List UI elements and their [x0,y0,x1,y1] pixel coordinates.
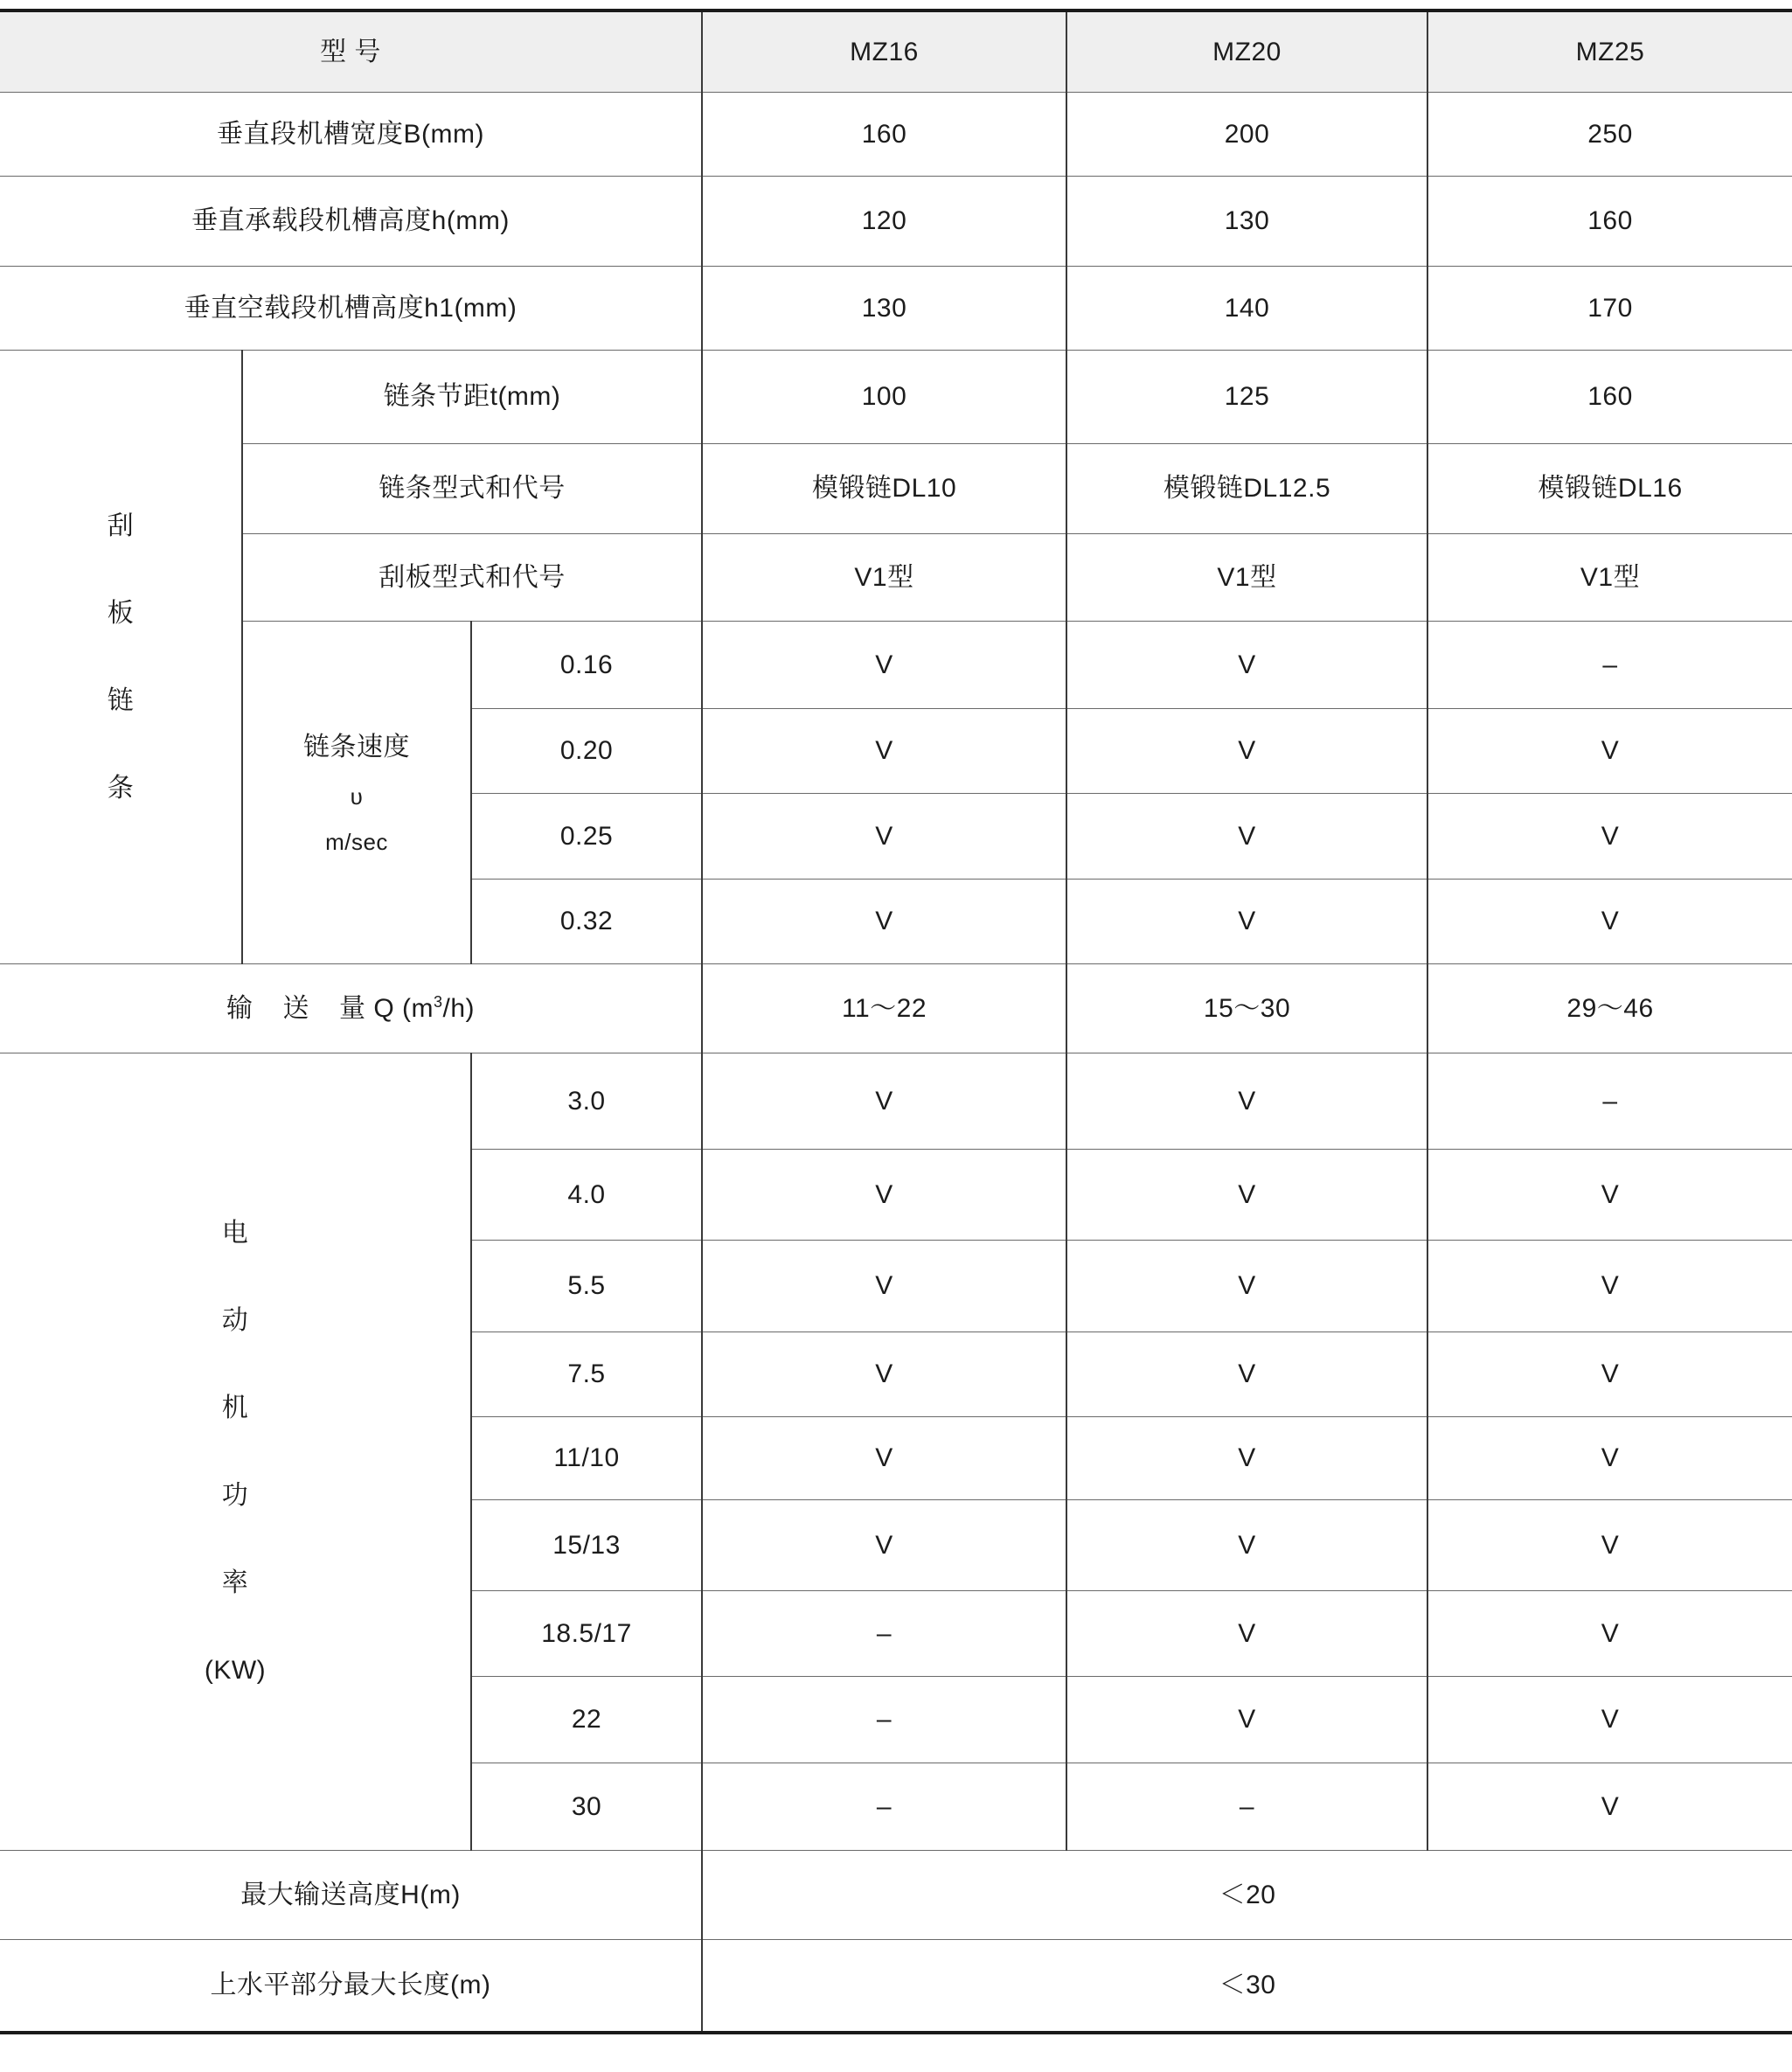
cell-mark: V [1066,1332,1427,1417]
cell-value: 170 [1427,267,1792,351]
group-char: 动 [221,1305,249,1335]
group-char: 板 [107,598,135,628]
cell-mark: – [702,1591,1066,1677]
cell-mark: V [1066,1241,1427,1332]
cell-mark: – [1427,622,1792,709]
group-char: 功 [221,1480,249,1510]
cell-mark: V [1427,1150,1792,1241]
cell-value: 160 [702,93,1066,177]
cell-value: 130 [702,267,1066,351]
table-row [0,964,1792,1053]
header-row [0,10,1792,93]
cell-mark: V [1066,709,1427,794]
group-char: 机 [221,1393,249,1422]
table-row [0,267,1792,351]
capacity-label [0,964,702,1053]
capacity-label-text: /h) [442,993,476,1023]
cell-mark: V [1427,1591,1792,1677]
cell-value: 130 [1066,177,1427,267]
cell-mark: V [702,709,1066,794]
table-row [0,93,1792,177]
cell-mark: V [1427,709,1792,794]
model-label: 型 号 [0,10,702,93]
cell-mark: – [1066,1763,1427,1851]
specification-table [0,9,1792,2034]
cell-value: V1型 [1066,534,1427,622]
cell-value: 模锻链DL10 [702,444,1066,534]
cell-mark: V [1066,794,1427,880]
table-row [0,177,1792,267]
model-mz16: MZ16 [702,10,1066,93]
cell-mark: V [1066,1417,1427,1500]
cell-mark: V [1066,1500,1427,1591]
row-label: 垂直空载段机槽高度h1(mm) [0,267,702,351]
cell-mark: V [1066,880,1427,964]
cell-value: ＜20 [702,1851,1792,1940]
motor-value: 15/13 [471,1500,702,1591]
cell-value: 模锻链DL12.5 [1066,444,1427,534]
capacity-label-sup: 3 [433,992,443,1011]
cell-mark: V [1427,1241,1792,1332]
cell-mark: V [702,1241,1066,1332]
row-label: 刮板型式和代号 [242,534,702,622]
cell-mark: V [1066,622,1427,709]
cell-mark: V [702,1053,1066,1150]
cell-mark: V [702,622,1066,709]
cell-mark: V [702,1150,1066,1241]
motor-value: 7.5 [471,1332,702,1417]
capacity-label-text: 量 Q (m [338,993,434,1023]
cell-mark: – [702,1763,1066,1851]
table-row [0,1851,1792,1940]
cell-mark: – [702,1677,1066,1763]
cell-mark: V [1427,880,1792,964]
speed-value: 0.25 [471,794,702,880]
row-label: 链条节距t(mm) [242,351,702,444]
cell-mark: V [1066,1150,1427,1241]
model-mz25: MZ25 [1427,10,1792,93]
table-row [0,444,1792,534]
model-mz20: MZ20 [1066,10,1427,93]
cell-value: 160 [1427,351,1792,444]
capacity-label-char: 输 [226,993,254,1023]
row-label: 最大输送高度H(m) [0,1851,702,1940]
row-label: 上水平部分最大长度(m) [0,1940,702,2033]
cell-value: 200 [1066,93,1427,177]
table-row [0,534,1792,622]
group-char: 刮 [107,511,135,540]
cell-value: ＜30 [702,1940,1792,2033]
group-char: 电 [221,1218,249,1248]
cell-value: 125 [1066,351,1427,444]
cell-mark: – [1427,1053,1792,1150]
motor-value: 11/10 [471,1417,702,1500]
cell-value: 250 [1427,93,1792,177]
cell-mark: V [702,1500,1066,1591]
cell-mark: V [1427,1763,1792,1851]
row-label: 垂直段机槽宽度B(mm) [0,93,702,177]
speed-value: 0.16 [471,622,702,709]
group-char: (KW) [204,1655,267,1685]
cell-value: 模锻链DL16 [1427,444,1792,534]
table-row [0,1053,1792,1150]
cell-mark: V [702,1417,1066,1500]
cell-value: 100 [702,351,1066,444]
row-label: 垂直承载段机槽高度h(mm) [0,177,702,267]
cell-mark: V [1427,1332,1792,1417]
motor-value: 30 [471,1763,702,1851]
cell-value: 120 [702,177,1066,267]
cell-mark: V [702,794,1066,880]
speed-unit: m/sec [325,828,388,855]
capacity-value: 15～30 [1066,964,1427,1053]
capacity-label-char: 送 [282,993,309,1023]
speed-value: 0.32 [471,880,702,964]
motor-value: 18.5/17 [471,1591,702,1677]
cell-mark: V [1066,1677,1427,1763]
motor-value: 4.0 [471,1150,702,1241]
table-row [0,1940,1792,2033]
speed-value: 0.20 [471,709,702,794]
capacity-value: 29～46 [1427,964,1792,1053]
cell-mark: V [1427,794,1792,880]
table-row [0,622,1792,709]
cell-value: V1型 [1427,534,1792,622]
cell-mark: V [1066,1053,1427,1150]
cell-mark: V [1427,1677,1792,1763]
cell-mark: V [702,880,1066,964]
group-char: 条 [107,773,135,803]
motor-value: 22 [471,1677,702,1763]
group-char: 率 [221,1568,249,1597]
row-label: 链条型式和代号 [242,444,702,534]
cell-mark: V [702,1332,1066,1417]
cell-mark: V [1066,1591,1427,1677]
cell-mark: V [1427,1500,1792,1591]
motor-value: 5.5 [471,1241,702,1332]
cell-value: 160 [1427,177,1792,267]
speed-label-line: 链条速度 [303,732,410,761]
cell-value: 140 [1066,267,1427,351]
group-char: 链 [107,685,135,715]
chain-speed-label [242,622,471,964]
speed-symbol: υ [350,782,364,810]
motor-power-group-label [0,1053,471,1851]
table-row [0,351,1792,444]
cell-value: V1型 [702,534,1066,622]
scraper-chain-group-label [0,351,242,964]
capacity-value: 11～22 [702,964,1066,1053]
motor-value: 3.0 [471,1053,702,1150]
cell-mark: V [1427,1417,1792,1500]
